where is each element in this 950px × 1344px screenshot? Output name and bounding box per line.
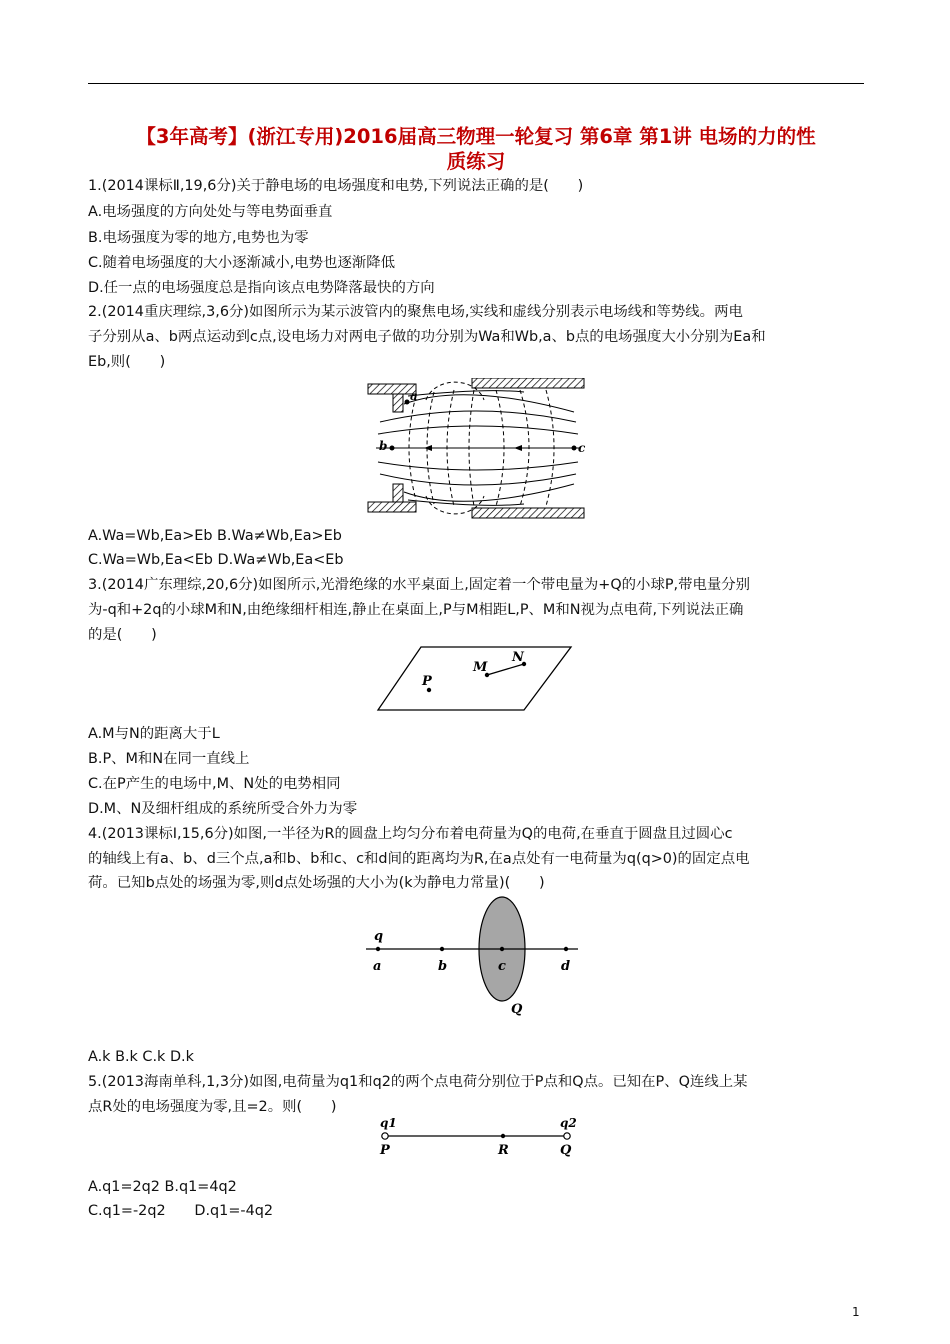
focusing-field-figure bbox=[364, 378, 590, 520]
point-b bbox=[440, 947, 444, 951]
q2-stem-line-1: 2.(2014重庆理综,3,6分)如图所示为某示波管内的聚焦电场,实线和虚线分别表示电场线和等势线。两电 bbox=[88, 304, 743, 320]
fig-label-b: b bbox=[379, 439, 388, 453]
point-d bbox=[564, 947, 568, 951]
fig-label-big-q: Q bbox=[511, 1002, 523, 1017]
fig-label-d: d bbox=[561, 959, 571, 974]
q2-options-cd: C.Wa=Wb,Ea<Eb D.Wa≠Wb,Ea<Eb bbox=[88, 552, 344, 568]
q4-stem-line-2: 的轴线上有a、b、d三个点,a和b、b和c、c和d间的距离均为R,在a点处有一电荷量为q(q>0)的固定点电 bbox=[88, 851, 750, 867]
fig-label-p: P bbox=[422, 674, 432, 689]
fig-label-b: b bbox=[438, 959, 448, 974]
q1-option-c: C.随着电场强度的大小逐渐减小,电势也逐渐降低 bbox=[88, 255, 396, 271]
q3-stem-line-2: 为-q和+2q的小球M和N,由绝缘细杆相连,静止在桌面上,P与M相距L,P、M和N视为点电荷,下列说法正确 bbox=[88, 602, 744, 618]
charge-q bbox=[564, 1133, 570, 1139]
q1-option-b: B.电场强度为零的地方,电势也为零 bbox=[88, 230, 309, 246]
fig-label-p: P bbox=[380, 1143, 390, 1158]
title-line-1: 【3年高考】(浙江专用)2016届高三物理一轮复习 第6章 第1讲 电场的力的性 bbox=[136, 125, 816, 148]
q1-stem: 1.(2014课标Ⅱ,19,6分)关于静电场的电场强度和电势,下列说法正确的是( ) bbox=[88, 178, 584, 194]
two-charges-figure bbox=[376, 1116, 578, 1160]
disk-axis-figure bbox=[366, 896, 580, 1020]
q5-stem-line-1: 5.(2013海南单科,1,3分)如图,电荷量为q1和q2的两个点电荷分别位于P点和Q点。已知在P、Q连线上某 bbox=[88, 1074, 748, 1090]
q4-options: A.k B.k C.k D.k bbox=[88, 1049, 194, 1065]
charge-p bbox=[382, 1133, 388, 1139]
point-c bbox=[572, 446, 577, 451]
header-rule bbox=[88, 83, 864, 84]
point-b bbox=[390, 446, 395, 451]
q1-option-a: A.电场强度的方向处处与等电势面垂直 bbox=[88, 204, 333, 220]
fig-label-q: q bbox=[374, 929, 384, 944]
q4-stem-line-1: 4.(2013课标Ⅰ,15,6分)如图,一半径为R的圆盘上均匀分布着电荷量为Q的电荷,在垂直于圆盘且过圆心c bbox=[88, 826, 733, 842]
q2-stem-line-3: Eb,则( ) bbox=[88, 354, 166, 370]
point-a bbox=[376, 947, 380, 951]
q3-stem-line-3: 的是( ) bbox=[88, 627, 157, 643]
point-c bbox=[500, 947, 504, 951]
q3-option-c: C.在P产生的电场中,M、N处的电势相同 bbox=[88, 776, 341, 792]
fig-label-m: M bbox=[473, 660, 488, 675]
fig-label-q1: q1 bbox=[380, 1116, 397, 1130]
fig-label-a: a bbox=[410, 389, 418, 403]
q2-stem-line-2: 子分别从a、b两点运动到c点,设电场力对两电子做的功分别为Wa和Wb,a、b点的电场强度大小分别为Ea和 bbox=[88, 329, 766, 345]
q5-stem-line-2: 点R处的电场强度为零,且=2。则( ) bbox=[88, 1099, 337, 1115]
q5-options-cd: C.q1=-2q2 D.q1=-4q2 bbox=[88, 1203, 274, 1219]
title-line-2: 质练习 bbox=[446, 150, 506, 173]
q2-options-ab: A.Wa=Wb,Ea>Eb B.Wa≠Wb,Ea>Eb bbox=[88, 528, 342, 544]
fig-label-c: c bbox=[578, 441, 586, 455]
q3-option-d: D.M、N及细杆组成的系统所受合外力为零 bbox=[88, 801, 358, 817]
q3-option-b: B.P、M和N在同一直线上 bbox=[88, 751, 250, 767]
q5-options-ab: A.q1=2q2 B.q1=4q2 bbox=[88, 1179, 237, 1195]
fig-label-qq: Q bbox=[560, 1143, 572, 1158]
q3-option-a: A.M与N的距离大于L bbox=[88, 726, 220, 742]
page-title bbox=[88, 124, 864, 174]
fig-label-c: c bbox=[498, 959, 506, 974]
page-number: 1 bbox=[852, 1305, 860, 1319]
fig-label-r: R bbox=[498, 1143, 509, 1158]
point-r bbox=[501, 1134, 505, 1138]
q1-option-d: D.任一点的电场强度总是指向该点电势降落最快的方向 bbox=[88, 280, 435, 296]
q3-stem-line-1: 3.(2014广东理综,20,6分)如图所示,光滑绝缘的水平桌面上,固定着一个带电量为+Q的小球P,带电量分别 bbox=[88, 577, 751, 593]
tabletop-figure bbox=[374, 644, 576, 714]
fig-label-n: N bbox=[512, 650, 524, 665]
q4-stem-line-3: 荷。已知b点处的场强为零,则d点处场强的大小为(k为静电力常量)( ) bbox=[88, 875, 545, 891]
point-a bbox=[405, 400, 410, 405]
fig-label-a: a bbox=[373, 959, 382, 974]
fig-label-q2: q2 bbox=[560, 1116, 577, 1130]
